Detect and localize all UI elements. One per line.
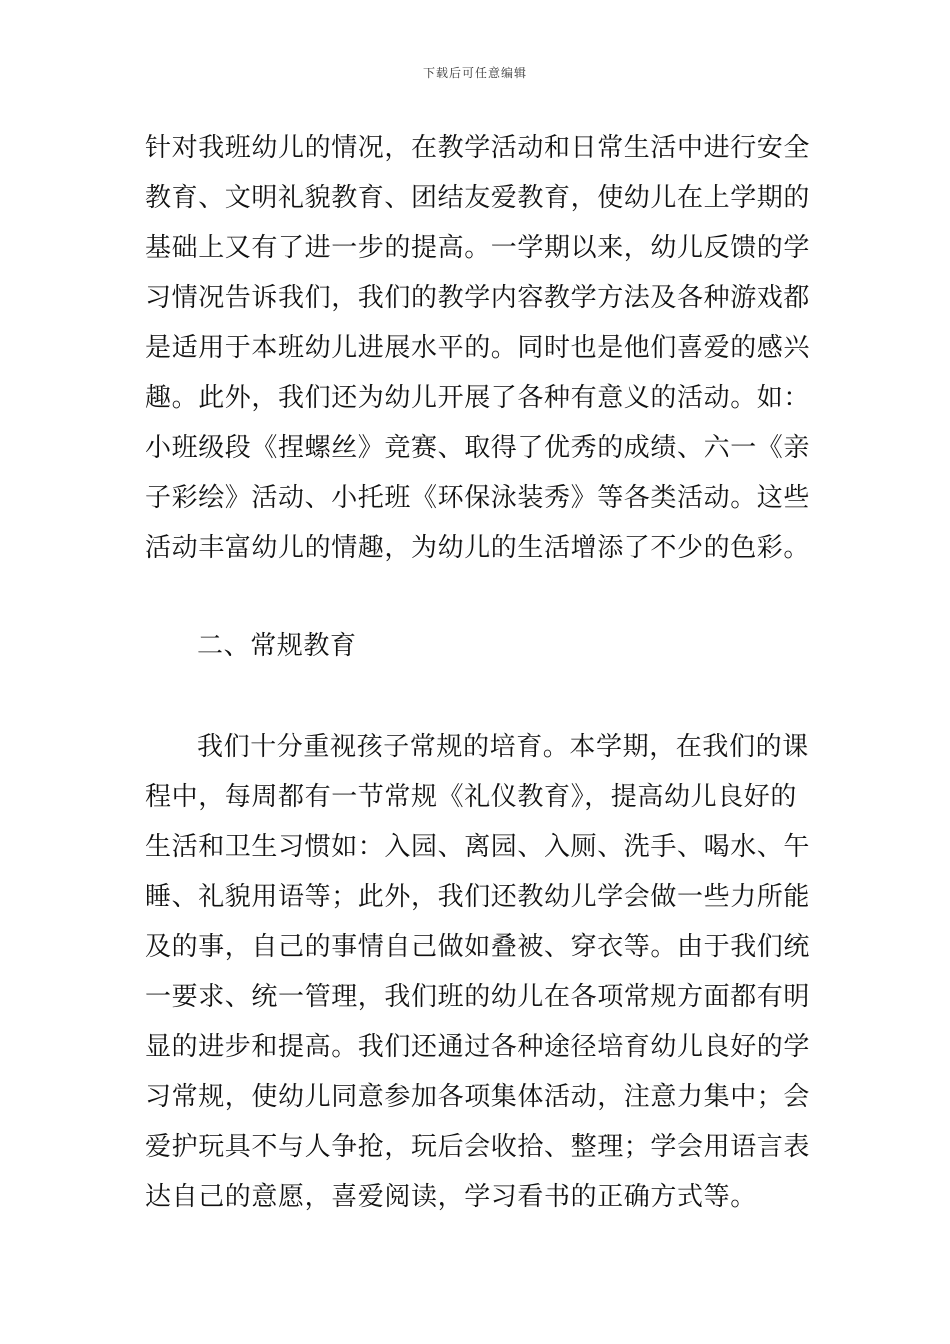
paragraph-line: 活动丰富幼儿的情趣，为幼儿的生活增添了不少的色彩。 xyxy=(145,533,811,563)
paragraph-line: 爱护玩具不与人争抢，玩后会收拾、整理；学会用语言表 xyxy=(145,1132,811,1162)
paragraph-line: 习情况告诉我们，我们的教学内容教学方法及各种游戏都 xyxy=(145,283,811,313)
paragraph-line: 习常规，使幼儿同意参加各项集体活动，注意力集中；会 xyxy=(145,1082,811,1112)
page-header: 下载后可任意编辑 xyxy=(422,66,527,80)
paragraph-line: 是适用于本班幼儿进展水平的。同时也是他们喜爱的感兴 xyxy=(145,333,811,363)
paragraph-line: 一要求、统一管理，我们班的幼儿在各项常规方面都有明 xyxy=(145,982,811,1012)
paragraph-line: 教育、文明礼貌教育、团结友爱教育，使幼儿在上学期的 xyxy=(145,183,811,213)
paragraph-line: 及的事，自己的事情自己做如叠被、穿衣等。由于我们统 xyxy=(145,932,811,962)
paragraph-line: 程中，每周都有一节常规《礼仪教育》，提高幼儿良好的 xyxy=(145,782,798,812)
paragraph-line: 显的进步和提高。我们还通过各种途径培育幼儿良好的学 xyxy=(145,1032,811,1062)
paragraph-line: 睡、礼貌用语等；此外，我们还教幼儿学会做一些力所能 xyxy=(145,882,811,912)
paragraph-line: 针对我班幼儿的情况，在教学活动和日常生活中进行安全 xyxy=(145,133,811,163)
section-heading: 二、常规教育 xyxy=(197,631,357,661)
paragraph-line: 我们十分重视孩子常规的培育。本学期，在我们的课 xyxy=(197,732,809,762)
paragraph-line: 趣。此外，我们还为幼儿开展了各种有意义的活动。如： xyxy=(145,383,811,413)
paragraph-line: 基础上又有了进一步的提高。一学期以来，幼儿反馈的学 xyxy=(145,233,811,263)
paragraph-line: 生活和卫生习惯如：入园、离园、入厕、洗手、喝水、午 xyxy=(145,832,811,862)
paragraph-line: 达自己的意愿，喜爱阅读，学习看书的正确方式等。 xyxy=(145,1182,757,1212)
paragraph-line: 子彩绘》活动、小托班《环保泳装秀》等各类活动。这些 xyxy=(145,483,811,513)
paragraph-line: 小班级段《捏螺丝》竞赛、取得了优秀的成绩、六一《亲 xyxy=(145,433,811,463)
